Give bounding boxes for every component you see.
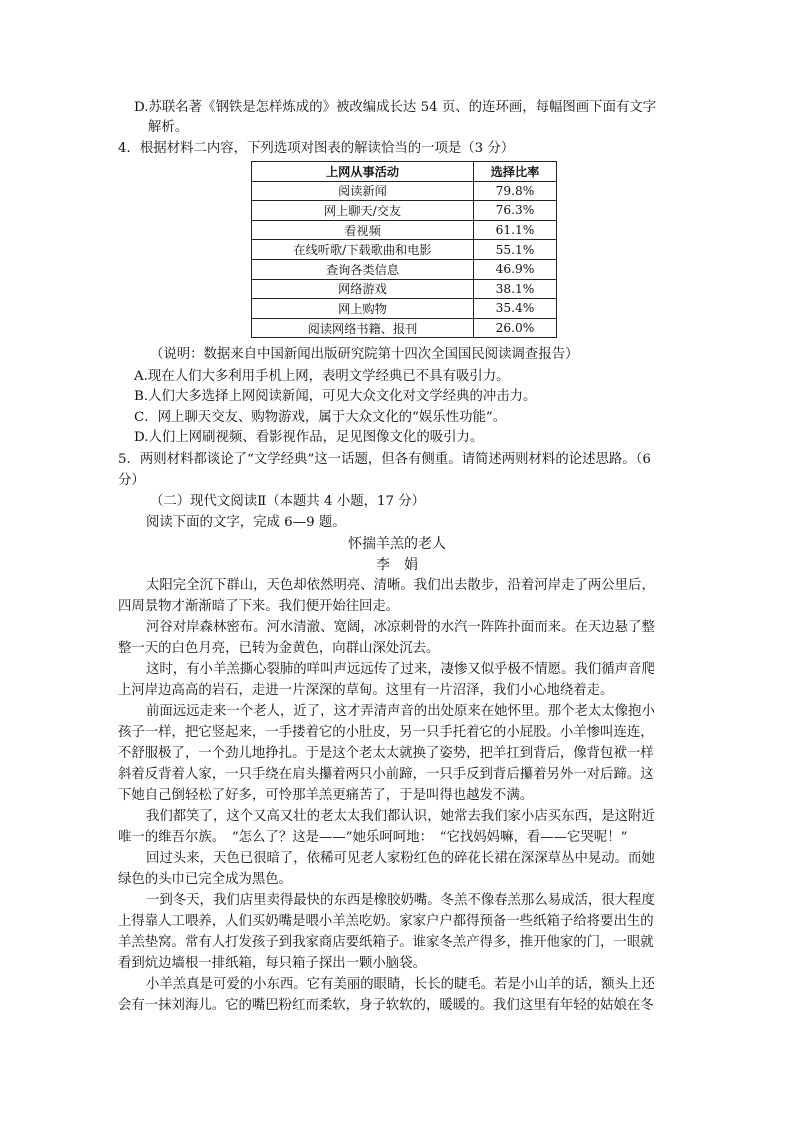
article-title: 怀揣羊羔的老人	[348, 536, 446, 552]
article-line: 下她自己倒轻松了好多，可怜那羊羔更痛苦了，于是叫得也越发不满。	[118, 788, 534, 803]
table-cell-ratio: 79.8%	[474, 181, 557, 201]
q4-option-b: B.人们大多选择上网阅读新闻，可见大众文化对文学经典的冲击力。	[134, 389, 537, 404]
article-line: 一到冬天，我们店里卖得最快的东西是橡胶奶嘴。冬羔不像春羔那么易成活，很大程度	[146, 893, 655, 908]
section-instruction: 阅读下面的文字，完成 6—9 题。	[146, 515, 346, 530]
article-line: 羊羔垫窝。常有人打发孩子到我家商店要纸箱子。谁家冬羔产得多，推开他家的门，一眼就	[118, 935, 654, 950]
article-line: 前面远远走来一个老人，近了，这才弄清声音的出处原来在她怀里。那个老太太像抱小	[146, 704, 655, 719]
article-author: 李 娟	[376, 557, 418, 573]
q4-stem: 4．根据材料二内容，下列选项对图表的解读恰当的一项是（3 分）	[118, 141, 515, 156]
article-line: 太阳完全沉下群山，天色却依然明亮、清晰。我们出去散步，沿着河岸走了两公里后，	[146, 578, 655, 593]
table-header-ratio: 选择比率	[474, 162, 557, 182]
table-cell-ratio: 38.1%	[474, 279, 557, 299]
article-line: 河谷对岸森林密布。河水清澈、宽阔，冰凉刺骨的水汽一阵阵扑面而来。在天边悬了整	[146, 620, 655, 635]
table-cell-activity: 网络游戏	[252, 279, 474, 299]
table-cell-ratio: 46.9%	[474, 259, 557, 279]
table-row	[252, 240, 557, 260]
table-row	[252, 279, 557, 299]
table-cell-activity: 阅读网络书籍、报刊	[252, 318, 474, 338]
article-line: 看到炕边墙根一排纸箱，每只箱子探出一颗小脑袋。	[118, 956, 426, 971]
table-cell-activity: 网上购物	[252, 299, 474, 319]
table-cell-activity: 查询各类信息	[252, 259, 474, 279]
table-row	[252, 299, 557, 319]
table-row	[252, 259, 557, 279]
q5-line1: 5．两则材料都谈论了“文学经典”这一话题，但各有侧重。请简述两则材料的论述思路。（6	[118, 452, 651, 467]
table-cell-activity: 阅读新闻	[252, 181, 474, 201]
article-line: 会有一抹刘海儿。它的嘴巴粉红而柔软，身子软软的，暖暖的。我们这里有年轻的姑娘在冬	[118, 998, 654, 1013]
q3-option-d-line2: 解析。	[148, 120, 189, 135]
article-line: 绿色的头巾已完全成为黑色。	[118, 872, 293, 887]
table-cell-ratio: 61.1%	[474, 220, 557, 240]
article-line: 回过头来，天色已很暗了，依稀可见老人家粉红色的碎花长裙在深深草丛中晃动。而她	[146, 851, 655, 866]
article-line: 小羊羔真是可爱的小东西。它有美丽的眼睛，长长的睫毛。若是小山羊的话，额头上还	[146, 977, 655, 992]
table-cell-ratio: 55.1%	[474, 240, 557, 260]
q3-option-d-line1: D.苏联名著《钢铁是怎样炼成的》被改编成长达 54 页、的连环画，每幅图画下面有文字	[134, 100, 657, 115]
table-note: （说明：数据来自中国新闻出版研究院第十四次全国国民阅读调查报告）	[150, 347, 579, 362]
table-header-activity: 上网从事活动	[252, 162, 474, 182]
article-line: 孩子一样，把它竖起来，一手搂着它的小肚皮，另一只手托着它的小屁股。小羊惨叫连连，	[118, 725, 654, 740]
section-heading: （二）现代文阅读Ⅱ（本题共 4 小题，17 分）	[150, 494, 426, 509]
table-cell-ratio: 26.0%	[474, 318, 557, 338]
table-cell-activity: 网上聊天/交友	[252, 201, 474, 221]
article-line: 上河岸边高高的岩石，走进一片深深的草甸。这里有一片沼泽，我们小心地绕着走。	[118, 683, 614, 698]
q4-option-a: A.现在人们大多利用手机上网，表明文学经典已不具有吸引力。	[134, 369, 510, 384]
table-row	[252, 318, 557, 338]
table-cell-ratio: 76.3%	[474, 201, 557, 221]
table-header-row	[252, 162, 557, 182]
article-line: 不舒服极了，一个劲儿地挣扎。于是这个老太太就换了姿势，把羊扛到背后，像背包袱一样	[118, 746, 654, 761]
article-line: 四周景物才渐渐暗了下来。我们便开始往回走。	[118, 599, 400, 614]
article-line: 我们都笑了，这个又高又壮的老太太我们都认识，她常去我们家小店买东西，是这附近	[146, 809, 655, 824]
table-cell-activity: 在线听歌/下载歌曲和电影	[252, 240, 474, 260]
q4-option-c: C．网上聊天交友、购物游戏，属于大众文化的“娱乐性功能”。	[134, 410, 507, 425]
article-line: 唯一的维吾尔族。 “怎么了？这是——”她乐呵呵地： “它找妈妈嘛，看——它哭呢！”	[118, 830, 628, 845]
article-line: 整一天的白色月亮，已转为金黄色，向群山深处沉去。	[118, 641, 440, 656]
table-row	[252, 181, 557, 201]
article-line: 斜着反背着人家，一只手绕在肩头攥着两只小前蹄，一只手反到背后攥着另外一对后蹄。这	[118, 767, 654, 782]
table-cell-ratio: 35.4%	[474, 299, 557, 319]
article-line: 上得靠人工喂养，人们买奶嘴是喂小羊羔吃奶。家家户户都得预备一些纸箱子给将要出生的	[118, 914, 654, 929]
table-cell-activity: 看视频	[252, 220, 474, 240]
article-line: 这时，有小羊羔撕心裂肺的咩叫声远远传了过来，凄惨又似乎极不情愿。我们循声音爬	[146, 662, 655, 677]
q5-line2: 分）	[118, 473, 145, 488]
table-row	[252, 220, 557, 240]
table-row	[252, 201, 557, 221]
q4-option-d: D.人们上网刷视频、看影视作品，足见图像文化的吸引力。	[134, 430, 484, 445]
survey-table	[251, 161, 557, 338]
